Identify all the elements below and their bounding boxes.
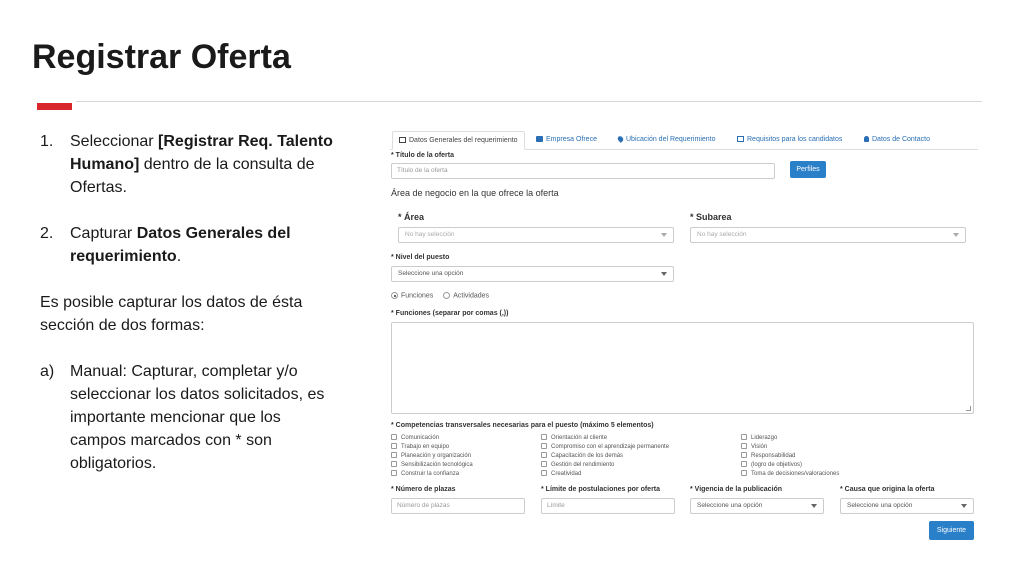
competencia-checkbox[interactable]	[541, 461, 669, 470]
siguiente-button[interactable]: Siguiente	[929, 521, 974, 540]
competencia-checkbox[interactable]	[741, 452, 839, 461]
tab-label: Empresa Ofrece	[546, 136, 597, 143]
competencia-checkbox[interactable]	[541, 434, 669, 443]
checkbox-icon	[391, 452, 397, 458]
checkbox-icon	[391, 434, 397, 440]
vigencia-select-value: Seleccione una opción	[697, 502, 763, 509]
briefcase-icon	[536, 136, 543, 142]
step-number: a)	[40, 363, 55, 380]
subarea-select-value: No hay selección	[697, 231, 747, 238]
radio-selected-icon	[391, 292, 398, 299]
competencia-label: Trabajo en equipo	[401, 444, 450, 450]
titulo-label: * Título de la oferta	[391, 152, 455, 159]
competencia-checkbox[interactable]	[541, 443, 669, 452]
title-accent-bar	[37, 103, 72, 110]
competencia-label: Liderazgo	[751, 435, 778, 441]
title-divider	[76, 101, 982, 102]
step-text: Capturar	[70, 225, 137, 242]
plazas-label: * Número de plazas	[391, 486, 456, 493]
competencia-checkbox[interactable]	[391, 434, 473, 443]
slide-title: Registrar Oferta	[32, 38, 291, 76]
step-number: 2.	[40, 225, 54, 242]
vigencia-label: * Vigencia de la publicación	[690, 486, 783, 493]
nivel-label: * Nivel del puesto	[391, 254, 450, 261]
competencia-checkbox[interactable]	[391, 452, 473, 461]
competencia-label: Construir la confianza	[401, 471, 460, 477]
checkbox-icon	[541, 452, 547, 458]
checkbox-icon	[541, 461, 547, 467]
document-icon	[399, 137, 406, 143]
tab-label: Datos de Contacto	[872, 136, 930, 143]
chevron-down-icon	[661, 233, 667, 237]
area-select[interactable]	[398, 227, 674, 243]
competencia-label: Capacitación de los demás	[551, 453, 624, 459]
competencias-col-2	[541, 434, 669, 479]
competencia-label: Comunicación	[401, 435, 440, 441]
checklist-icon	[737, 136, 744, 142]
step-bold: [Registrar Req. Talento Humano]	[70, 133, 333, 173]
area-negocio-label: Área de negocio en la que ofrece la oferta	[391, 188, 559, 198]
competencia-label: Orientación al cliente	[551, 435, 608, 441]
competencia-label: Planeación y organización	[401, 453, 472, 459]
causa-select[interactable]	[840, 498, 974, 514]
competencia-checkbox[interactable]	[741, 470, 839, 479]
step-text: Manual: Capturar, completar y/o seleccionar los datos solicitados, es importante mencionar que los campos marcados con * son obligatorios.	[70, 363, 325, 472]
titulo-input[interactable]: Título de la oferta	[391, 163, 775, 179]
instruction-paragraph: Es posible capturar los datos de ésta sección de dos formas:	[40, 294, 303, 334]
limite-input[interactable]: Límite	[541, 498, 675, 514]
competencia-label: Toma de decisiones/valoraciones	[751, 471, 840, 477]
checkbox-icon	[541, 470, 547, 476]
nivel-select-value: Seleccione una opción	[398, 270, 464, 277]
competencias-col-1	[391, 434, 473, 479]
competencia-checkbox[interactable]	[541, 452, 669, 461]
user-icon	[864, 136, 869, 142]
causa-label: * Causa que origina la oferta	[840, 486, 935, 493]
tab-label: Requisitos para los candidatos	[747, 136, 843, 143]
checkbox-icon	[741, 452, 747, 458]
competencia-checkbox[interactable]	[391, 461, 473, 470]
radio-label: Funciones	[401, 292, 434, 300]
tab-label: Ubicación del Requerimiento	[626, 136, 716, 143]
checkbox-icon	[741, 470, 747, 476]
area-select-value: No hay selección	[405, 231, 455, 238]
competencia-checkbox[interactable]	[741, 434, 839, 443]
competencia-label: Creatividad	[551, 471, 582, 477]
instruction-step-2	[40, 222, 340, 268]
competencia-label: Sensibilización tecnológica	[401, 462, 473, 468]
radio-funciones[interactable]	[391, 292, 433, 299]
radio-label: Actividades	[453, 292, 490, 300]
tab-label: Datos Generales del requerimiento	[409, 137, 518, 144]
tab-datos-generales[interactable]	[392, 131, 525, 150]
competencia-label: Compromiso con el aprendizaje permanente	[551, 444, 670, 450]
competencias-col-3	[741, 434, 839, 479]
checkbox-icon	[391, 443, 397, 449]
checkbox-icon	[391, 461, 397, 467]
map-pin-icon	[617, 135, 625, 143]
causa-select-value: Seleccione una opción	[847, 502, 913, 509]
subarea-label: * Subarea	[690, 212, 732, 222]
competencia-label: Visión	[751, 444, 768, 450]
subarea-select[interactable]	[690, 227, 966, 243]
resize-grip-icon[interactable]	[966, 406, 971, 411]
limite-label: * Límite de postulaciones por oferta	[541, 486, 661, 493]
chevron-down-icon	[961, 504, 967, 508]
competencia-checkbox[interactable]	[741, 443, 839, 452]
plazas-input[interactable]: Número de plazas	[391, 498, 525, 514]
area-label: * Área	[398, 212, 425, 222]
funciones-label: * Funciones (separar por comas (,))	[391, 310, 509, 317]
competencias-label: * Competencias transversales necesarias para el puesto (máximo 5 elementos)	[391, 422, 654, 429]
chevron-down-icon	[661, 272, 667, 276]
checkbox-icon	[541, 443, 547, 449]
chevron-down-icon	[953, 233, 959, 237]
competencia-label: Responsabilidad	[751, 453, 796, 459]
checkbox-icon	[541, 434, 547, 440]
instruction-step-a	[40, 360, 340, 475]
modo-radio-group	[391, 292, 497, 299]
checkbox-icon	[391, 470, 397, 476]
instruction-step-1	[40, 130, 340, 199]
tab-requisitos[interactable]	[731, 131, 848, 150]
checkbox-icon	[741, 461, 747, 467]
competencia-checkbox[interactable]	[541, 470, 669, 479]
perfiles-button[interactable]: Perfiles	[790, 161, 826, 178]
instructions-panel	[40, 130, 340, 498]
competencia-checkbox[interactable]	[391, 470, 473, 479]
form-tabs	[390, 128, 978, 150]
tab-ubicacion[interactable]	[612, 131, 722, 150]
competencia-label: Gestión del rendimiento	[551, 462, 615, 468]
competencia-label: (logro de objetivos)	[751, 462, 803, 468]
checkbox-icon	[741, 434, 747, 440]
step-text: dentro de la consulta de Ofertas.	[70, 156, 315, 196]
nivel-select[interactable]	[391, 266, 674, 282]
step-text: Seleccionar	[70, 133, 159, 150]
step-text: .	[176, 248, 182, 265]
step-number: 1.	[40, 133, 54, 150]
registration-form	[390, 128, 978, 548]
radio-actividades[interactable]	[443, 292, 489, 299]
competencia-checkbox[interactable]	[391, 443, 473, 452]
competencia-checkbox[interactable]	[741, 461, 839, 470]
tab-empresa-ofrece[interactable]	[530, 131, 603, 150]
funciones-textarea[interactable]	[391, 322, 974, 414]
chevron-down-icon	[811, 504, 817, 508]
step-bold: Datos Generales del requerimiento	[70, 225, 291, 265]
vigencia-select[interactable]	[690, 498, 824, 514]
radio-unselected-icon	[443, 292, 450, 299]
tab-datos-contacto[interactable]	[858, 131, 936, 150]
checkbox-icon	[741, 443, 747, 449]
